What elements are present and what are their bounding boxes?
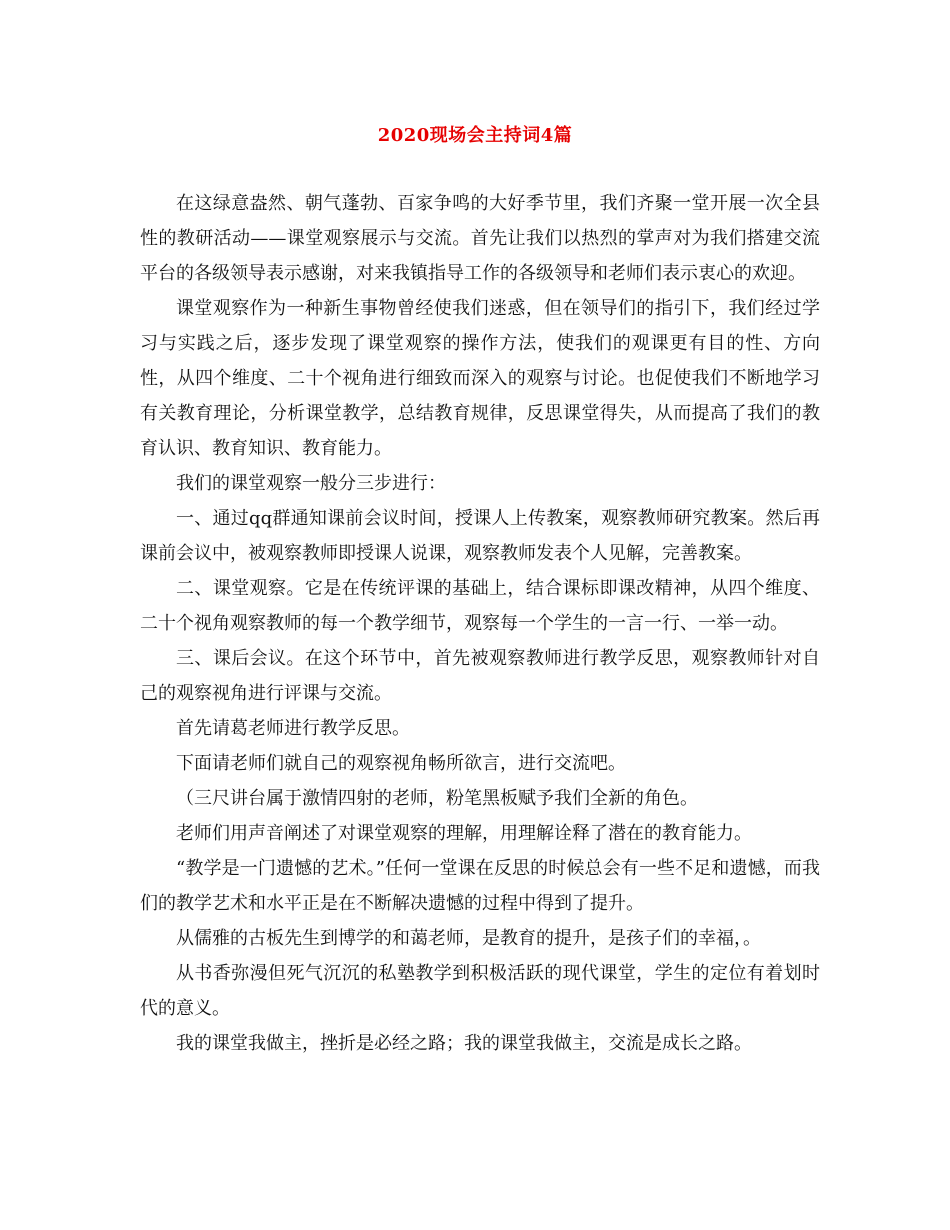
paragraph-4: 一、通过qq群通知课前会议时间，授课人上传教案，观察教师研究教案。然后再课前会议中，被观察教师即授课人说课，观察教师发表个人见解，完善教案。 [140, 508, 820, 564]
paragraph-13: 从书香弥漫但死气沉沉的私塾教学到积极活跃的现代课堂，学生的定位有着划时代的意义。 [140, 963, 820, 1019]
paragraph-1: 在这绿意盎然、朝气蓬勃、百家争鸣的大好季节里，我们齐聚一堂开展一次全县性的教研活动——课堂观察展示与交流。首先让我们以热烈的掌声对为我们搭建交流平台的各级领导表示感谢，对来我镇指导工作的各级领导和老师们表示衷心的欢迎。 [140, 193, 820, 284]
paragraph-7: 首先请葛老师进行教学反思。 [176, 718, 410, 739]
paragraph-12: 从儒雅的古板先生到博学的和蔼老师，是教育的提升，是孩子们的幸福，。 [176, 928, 761, 949]
paragraph-10: 老师们用声音阐述了对课堂观察的理解，用理解诠释了潜在的教育能力。 [176, 823, 752, 844]
paragraph-2: 课堂观察作为一种新生事物曾经使我们迷惑，但在领导们的指引下，我们经过学习与实践之后，逐步发现了课堂观察的操作方法，使我们的观课更有目的性、方向性，从四个维度、二十个视角进行细致而深入的观察与讨论。也促使我们不断地学习有关教育理论，分析课堂教学，总结教育规律，反思课堂得失，从而提高了我们的教育认识、教育知识、教育能力。 [140, 298, 820, 459]
document-body [140, 186, 820, 1061]
document-title: 2020现场会主持词4篇 [377, 125, 573, 146]
paragraph-14: 我的课堂我做主，挫折是必经之路；我的课堂我做主，交流是成长之路。 [176, 1033, 752, 1054]
paragraph-9: （三尺讲台属于激情四射的老师，粉笔黑板赋予我们全新的角色。 [176, 788, 698, 809]
paragraph-5: 二、课堂观察。它是在传统评课的基础上，结合课标即课改精神，从四个维度、二十个视角观察教师的每一个教学细节，观察每一个学生的一言一行、一举一动。 [140, 578, 820, 634]
paragraph-6: 三、课后会议。在这个环节中，首先被观察教师进行教学反思，观察教师针对自己的观察视角进行评课与交流。 [140, 648, 820, 704]
paragraph-3: 我们的课堂观察一般分三步进行： [176, 473, 446, 494]
paragraph-11: “教学是一门遗憾的艺术。”任何一堂课在反思的时候总会有一些不足和遗憾，而我们的教学艺术和水平正是在不断解决遗憾的过程中得到了提升。 [140, 858, 820, 914]
paragraph-8: 下面请老师们就自己的观察视角畅所欲言，进行交流吧。 [176, 753, 626, 774]
